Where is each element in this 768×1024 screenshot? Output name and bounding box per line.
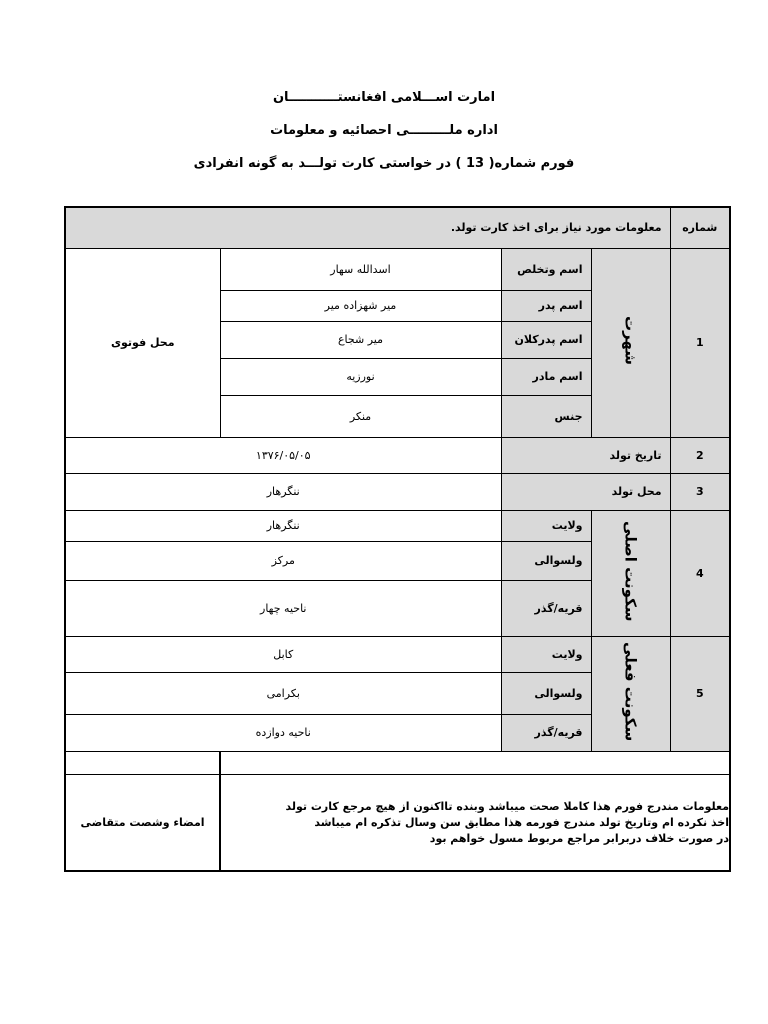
birth-place-label: محل تولد — [501, 473, 670, 510]
row-number-5: 5 — [670, 636, 730, 751]
row-number-1: 1 — [670, 248, 730, 437]
current-province-value: کابل — [65, 636, 501, 672]
current-village-label: قریه/گذر — [501, 714, 591, 751]
original-residence-label: سکونت اصلی — [591, 510, 670, 636]
spacer-cell-left — [65, 751, 220, 774]
birth-date-label: تاریخ تولد — [501, 437, 670, 473]
original-district-value: مرکز — [65, 541, 501, 580]
original-village-value: ناحیه چهار — [65, 580, 501, 636]
header-line-3: فورم شماره( 13 ) در خواستی کارت تولـــد به گونه انفرادی — [193, 156, 575, 171]
original-district-label: ولسوالی — [501, 541, 591, 580]
declaration-line-1: معلومات مندرج فورم هذا کاملا صحت میباشد وبنده تااکنون از هیچ مرجع کارت تولد — [285, 799, 730, 813]
header-line-2: اداره ملـــــــــی احصائیه و معلومات — [270, 123, 498, 138]
birth-place-value: ننگرهار — [65, 473, 501, 510]
gender-value: منکر — [220, 395, 501, 437]
grandfather-name-label: اسم پدرکلان — [501, 321, 591, 358]
header-line-1: امارت اســـلامی افغانستـــــــــــان — [272, 90, 496, 105]
name-label: اسم وتخلص — [501, 248, 591, 290]
original-village-label: قریه/گذر — [501, 580, 591, 636]
father-name-label: اسم پدر — [501, 290, 591, 321]
birth-card-form-table — [64, 206, 731, 872]
current-district-label: ولسوالی — [501, 672, 591, 714]
current-residence-label: سکونت فعلی — [591, 636, 670, 751]
original-province-value: ننگرهار — [65, 510, 501, 541]
current-village-value: ناحیه دوازده — [65, 714, 501, 751]
row-number-2: 2 — [670, 437, 730, 473]
info-column-header: معلومات مورد نیاز برای اخذ کارت تولد. — [65, 207, 670, 248]
current-district-value: بکرامی — [65, 672, 501, 714]
photo-placeholder: محل فوتوی — [65, 248, 220, 437]
mother-name-label: اسم مادر — [501, 358, 591, 395]
grandfather-name-value: میر شجاع — [220, 321, 501, 358]
father-name-value: میر شهزاده میر — [220, 290, 501, 321]
row-number-3: 3 — [670, 473, 730, 510]
name-value: اسدالله سهار — [220, 248, 501, 290]
number-column-header: شماره — [670, 207, 730, 248]
birth-date-value: ۱۳۷۶/۰۵/۰۵ — [65, 437, 501, 473]
identity-section-label: شهرت — [591, 248, 670, 437]
mother-name-value: نورزیه — [220, 358, 501, 395]
signature-area: امضاء وشصت متقاضی — [65, 774, 220, 871]
declaration-text — [220, 774, 730, 871]
current-province-label: ولایت — [501, 636, 591, 672]
row-number-4: 4 — [670, 510, 730, 636]
spacer-cell-right — [220, 751, 730, 774]
declaration-line-2: اخذ نکرده ام وتاریخ تولد مندرج فورمه هذا مطابق سن وسال تذکره ام میباشد — [314, 815, 730, 829]
original-province-label: ولایت — [501, 510, 591, 541]
gender-label: جنس — [501, 395, 591, 437]
declaration-line-3: در صورت خلاف دربرابر مراجع مربوط مسول خواهم بود — [429, 831, 730, 845]
